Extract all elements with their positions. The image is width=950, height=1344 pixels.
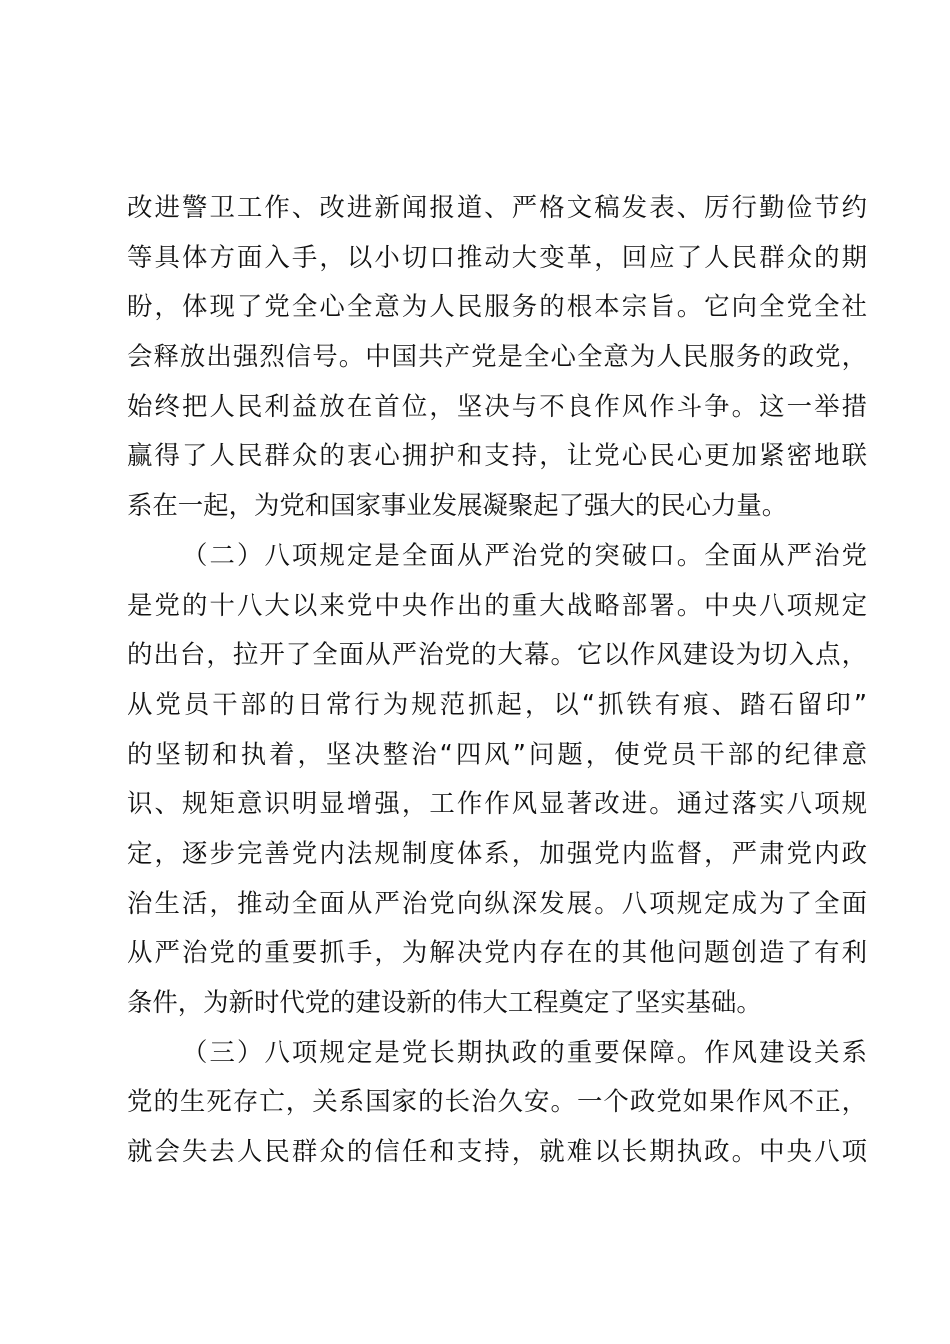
text-line: 识、规矩意识明显增强，工作作风显著改进。通过落实八项规 — [127, 788, 867, 819]
text-line: 会释放出强烈信号。中国共产党是全心全意为人民服务的政党， — [127, 341, 867, 372]
text-line: 等具体方面入手，以小切口推动大变革，回应了人民群众的期 — [127, 241, 867, 272]
text-line: 从严治党的重要抓手，为解决党内存在的其他问题创造了有利 — [127, 937, 867, 968]
text-line: 赢得了人民群众的衷心拥护和支持，让党心民心更加紧密地联 — [127, 440, 867, 471]
text-line: 系在一起，为党和国家事业发展凝聚起了强大的民心力量。 — [127, 490, 788, 521]
text-line: 治生活，推动全面从严治党向纵深发展。八项规定成为了全面 — [127, 887, 867, 918]
text-line: 始终把人民利益放在首位，坚决与不良作风作斗争。这一举措 — [127, 390, 867, 421]
text-line: 定，逐步完善党内法规制度体系，加强党内监督，严肃党内政 — [127, 837, 867, 868]
text-line: 改进警卫工作、改进新闻报道、严格文稿发表、厉行勤俭节约 — [127, 192, 867, 222]
section-heading-line: （二）八项规定是全面从严治党的突破口。全面从严治党 — [182, 539, 867, 570]
text-line: 就会失去人民群众的信任和支持，就难以长期执政。中央八项 — [127, 1136, 867, 1167]
document-body — [127, 183, 867, 1177]
text-line: 是党的十八大以来党中央作出的重大战略部署。中央八项规定 — [127, 589, 867, 620]
text-line: 的出台，拉开了全面从严治党的大幕。它以作风建设为切入点， — [127, 639, 867, 670]
text-line: 从党员干部的日常行为规范抓起，以“抓铁有痕、踏石留印” — [127, 688, 867, 719]
text-line: 盼，体现了党全心全意为人民服务的根本宗旨。它向全党全社 — [127, 291, 867, 322]
text-line: 的坚韧和执着，坚决整治“四风”问题，使党员干部的纪律意 — [127, 738, 867, 769]
text-line: 条件，为新时代党的建设新的伟大工程奠定了坚实基础。 — [127, 987, 762, 1017]
section-heading-line: （三）八项规定是党长期执政的重要保障。作风建设关系 — [182, 1036, 867, 1067]
text-line: 党的生死存亡，关系国家的长治久安。一个政党如果作风不正， — [127, 1086, 867, 1117]
